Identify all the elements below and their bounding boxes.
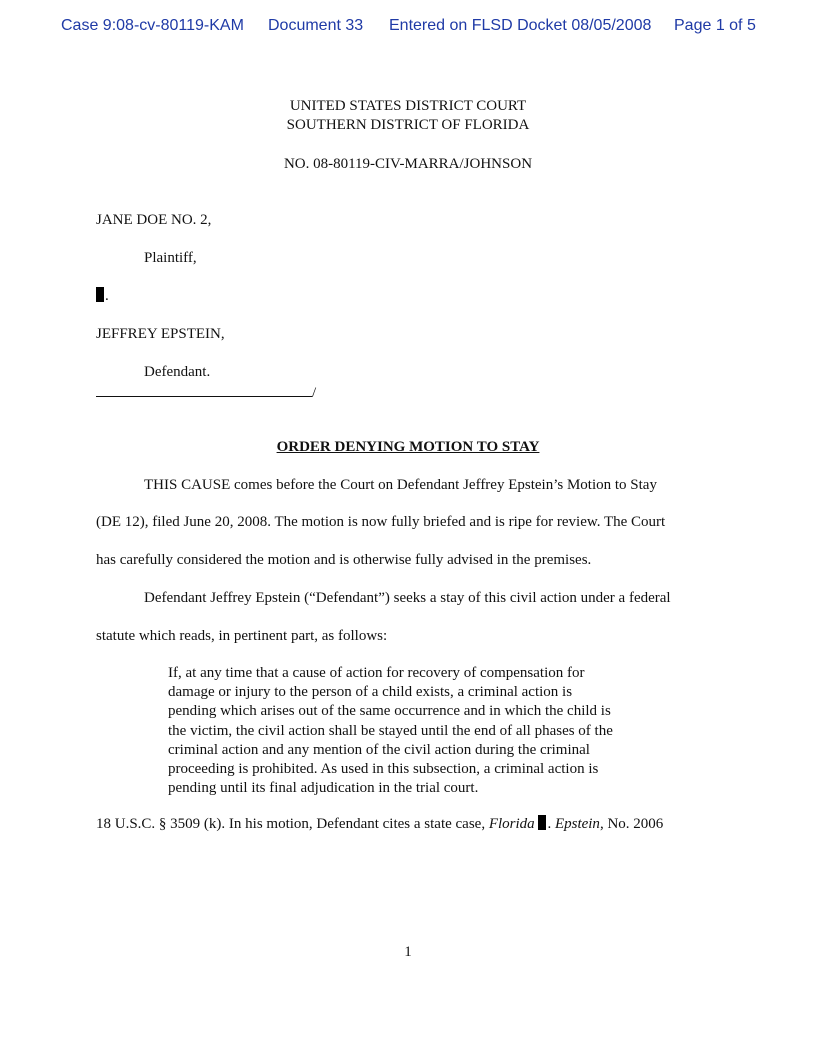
versus-suffix: . xyxy=(105,288,109,304)
body-line-4: Defendant Jeffrey Epstein (“Defendant”) seeks a stay of this civil action under a federal xyxy=(144,590,671,606)
caption-divider xyxy=(96,382,316,403)
versus-line xyxy=(96,287,109,306)
case-name-florida: Florida xyxy=(488,816,535,832)
body-line-1: THIS CAUSE comes before the Court on Defendant Jeffrey Epstein’s Motion to Stay xyxy=(144,477,657,493)
order-title: ORDER DENYING MOTION TO STAY xyxy=(276,439,540,455)
body-line-3: has carefully considered the motion and is otherwise fully advised in the premises. xyxy=(96,552,592,568)
header-page-count: Page 1 of 5 xyxy=(674,17,756,34)
quote-line: pending until its final adjudication in the trial court. xyxy=(168,780,479,797)
citation-text: 18 U.S.C. § 3509 (k). In his motion, Defendant cites a state case, xyxy=(96,816,489,832)
body-line-5: statute which reads, in pertinent part, as follows: xyxy=(96,628,388,644)
caption-underline xyxy=(96,382,312,397)
case-number: NO. 08-80119-CIV-MARRA/JOHNSON xyxy=(283,156,533,172)
defendant-role: Defendant. xyxy=(144,364,211,380)
body-line-6 xyxy=(96,815,663,834)
header-entered-date: Entered on FLSD Docket 08/05/2008 xyxy=(389,17,652,34)
case-name-dot: . xyxy=(547,816,552,832)
court-name: UNITED STATES DISTRICT COURT xyxy=(289,98,527,114)
page-number: 1 xyxy=(404,944,412,960)
quote-line: If, at any time that a cause of action for recovery of compensation for xyxy=(168,665,585,681)
quote-line: proceeding is prohibited. As used in this subsection, a criminal action is xyxy=(168,761,599,778)
plaintiff-name: JANE DOE NO. 2, xyxy=(96,212,212,228)
quote-line: damage or injury to the person of a child exists, a criminal action is xyxy=(168,684,573,701)
body-line-2: (DE 12), filed June 20, 2008. The motion is now fully briefed and is ripe for review. The Court xyxy=(96,514,666,530)
quote-line: the victim, the civil action shall be stayed until the end of all phases of the xyxy=(168,722,613,739)
caption-slash: / xyxy=(312,385,317,401)
quote-line: pending which arises out of the same occurrence and in which the child is xyxy=(168,703,611,720)
plaintiff-role: Plaintiff, xyxy=(144,250,197,266)
quote-line: criminal action and any mention of the civil action during the criminal xyxy=(168,741,590,758)
header-case-number: Case 9:08-cv-80119-KAM xyxy=(61,17,244,34)
redaction-block xyxy=(96,287,104,302)
redaction-block xyxy=(538,815,546,830)
header-document-number: Document 33 xyxy=(268,17,364,34)
statute-block-quote xyxy=(168,664,613,798)
case-number-text: , No. 2006 xyxy=(599,816,664,832)
court-district: SOUTHERN DISTRICT OF FLORIDA xyxy=(286,117,530,133)
defendant-name: JEFFREY EPSTEIN, xyxy=(96,326,225,342)
case-name-epstein: Epstein xyxy=(554,816,600,832)
